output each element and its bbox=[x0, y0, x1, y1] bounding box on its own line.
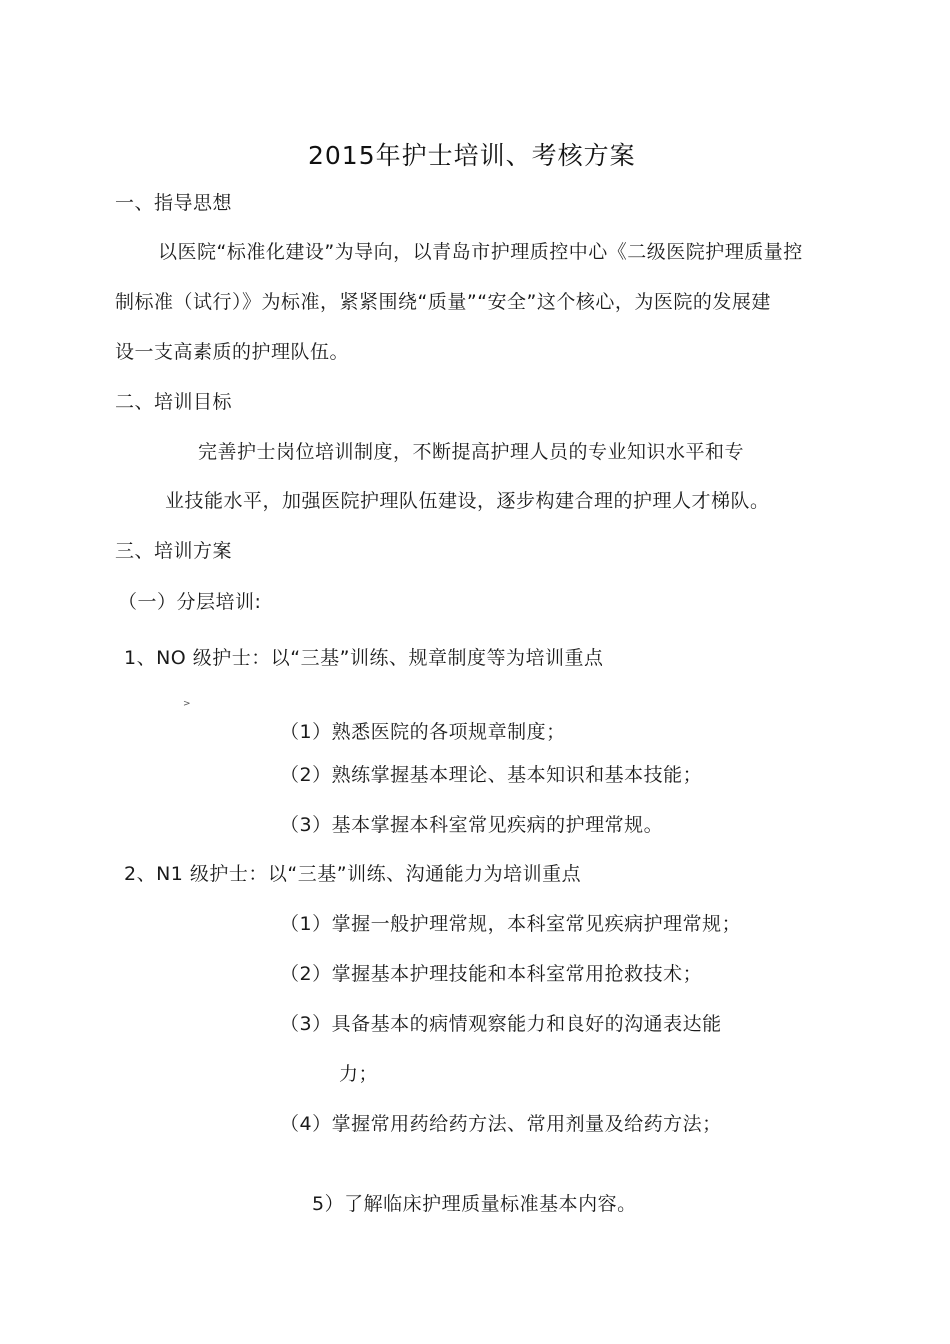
paragraph-line: 制标准（试行）》为标准，紧紧围绕“质量”“安全”这个核心，为医院的发展建 bbox=[115, 291, 771, 313]
list-item: （1）熟悉医院的各项规章制度； bbox=[280, 721, 566, 743]
paragraph-line: 设一支高素质的护理队伍。 bbox=[115, 341, 350, 363]
section-heading-guiding-idea: 一、指导思想 bbox=[115, 192, 233, 214]
n1-nurse-heading: 2、N1 级护士：以“三基”训练、沟通能力为培训重点 bbox=[124, 863, 582, 885]
section-heading-training-plan: 三、培训方案 bbox=[115, 540, 233, 562]
paragraph-line: 以医院“标准化建设”为导向，以青岛市护理质控中心《二级医院护理质量控 bbox=[158, 241, 803, 263]
list-item: （2）熟练掌握基本理论、基本知识和基本技能； bbox=[280, 764, 703, 786]
list-item: （4）掌握常用药给药方法、常用剂量及给药方法； bbox=[280, 1113, 722, 1135]
n0-nurse-heading: 1、NO 级护士：以“三基”训练、规章制度等为培训重点 bbox=[124, 647, 604, 669]
list-item: （3）具备基本的病情观察能力和良好的沟通表达能 bbox=[280, 1013, 722, 1035]
list-item-continuation: 力； bbox=[339, 1063, 379, 1085]
subsection-heading-layered-training: （一）分层培训: bbox=[118, 591, 262, 613]
list-item: （1）掌握一般护理常规，本科室常见疾病护理常规； bbox=[280, 913, 742, 935]
section-heading-training-goal: 二、培训目标 bbox=[115, 391, 233, 413]
list-item: （3）基本掌握本科室常见疾病的护理常规。 bbox=[280, 814, 664, 836]
paragraph-line: 业技能水平，加强医院护理队伍建设，逐步构建合理的护理人才梯队。 bbox=[165, 490, 770, 512]
paragraph-line: 完善护士岗位培训制度，不断提高护理人员的专业知识水平和专 bbox=[198, 441, 745, 463]
document-title: 2015年护士培训、考核方案 bbox=[308, 141, 636, 170]
list-item: 5）了解临床护理质量标准基本内容。 bbox=[312, 1193, 637, 1215]
stray-mark: > bbox=[183, 699, 192, 709]
list-item: （2）掌握基本护理技能和本科室常用抢救技术； bbox=[280, 963, 703, 985]
